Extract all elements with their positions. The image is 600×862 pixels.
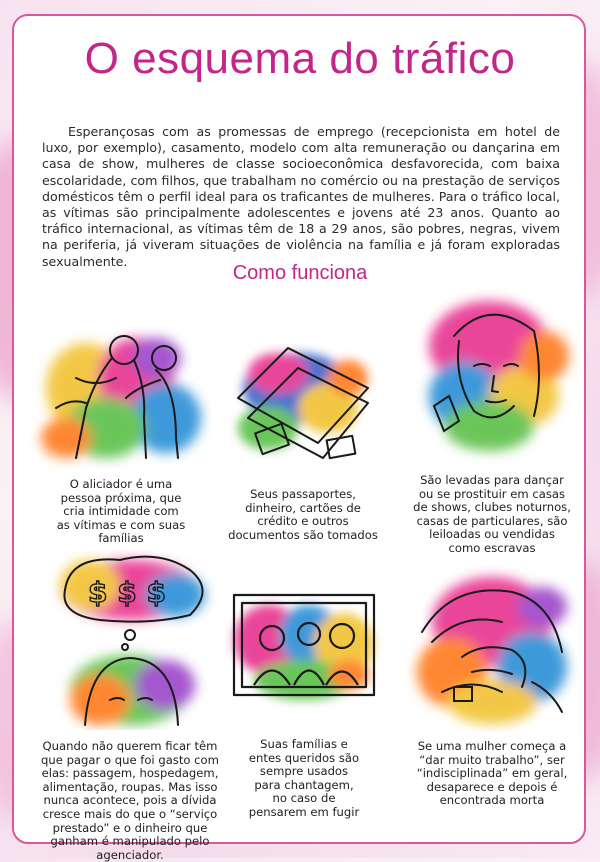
step-3 [394, 286, 584, 555]
step-2-caption: Seus passaportes, dinheiro, cartões de crédito e outros documentos são tomados [228, 487, 378, 542]
strangled-woman-illustration [402, 562, 582, 732]
step-1 [26, 318, 216, 546]
page-title: O esquema do tráfico [84, 34, 516, 83]
woman-face-illustration [394, 286, 584, 461]
debt-thought-illustration [30, 550, 230, 730]
section-subtitle: Como funciona [232, 262, 368, 284]
embracing-couple-illustration [26, 318, 216, 468]
step-2 [218, 318, 388, 542]
intro-paragraph: Esperançosas com as promessas de emprego (recepcionista em hotel de luxo, por exemplo), casamento, modelo com alta remuneração ou dançarina em casa de show, mulheres de classe socioeconômica desfavorecida, com baixa escolaridade, com filhos, que trabalham no comércio ou na prestação de serviços domésticos têm o perfil ideal para os traficantes de mulheres. Para o tráfico local, as vítimas são principalmente adolescentes e jovens até 23 anos. Quanto ao tráfico internacional, as vítimas têm de 18 a 29 anos, são pobres, negras, vivem na periferia, já viveram situações de violência na família e já foram exploradas sexualmente. [42, 124, 560, 269]
debt-dollar-signs: $ $ $ [88, 576, 166, 609]
step-3-caption: São levadas para dançar ou se prostituir em casas de shows, clubes noturnos, casas de particulares, são leiloadas ou vendidas como escravas [413, 473, 571, 555]
step-4-caption: Quando não querem ficar têm que pagar o que foi gasto com elas: passagem, hospedagem, alimentação, roupas. Mas isso nunca acontece, pois a dívida cresce mais do que o “serviço prestado” e o dinheiro que ganham é manipulado pelo agenciador. [41, 739, 219, 862]
step-6 [402, 562, 582, 822]
step-1-caption: O aliciador é uma pessoa próxima, que cria intimidade com as vítimas e com suas famílias [56, 477, 186, 546]
step-5-caption: Suas famílias e entes queridos são sempre usados para chantagem, no caso de pensarem em fugir [248, 737, 360, 819]
step-5 [224, 580, 384, 820]
family-portrait-illustration [224, 580, 384, 720]
step-4 [30, 550, 230, 862]
passports-documents-illustration [218, 328, 388, 478]
step-6-caption: Se uma mulher começa a “dar muito trabalho”, ser “indisciplinada” em geral, desaparece e depois é encontrada morta [416, 739, 568, 808]
